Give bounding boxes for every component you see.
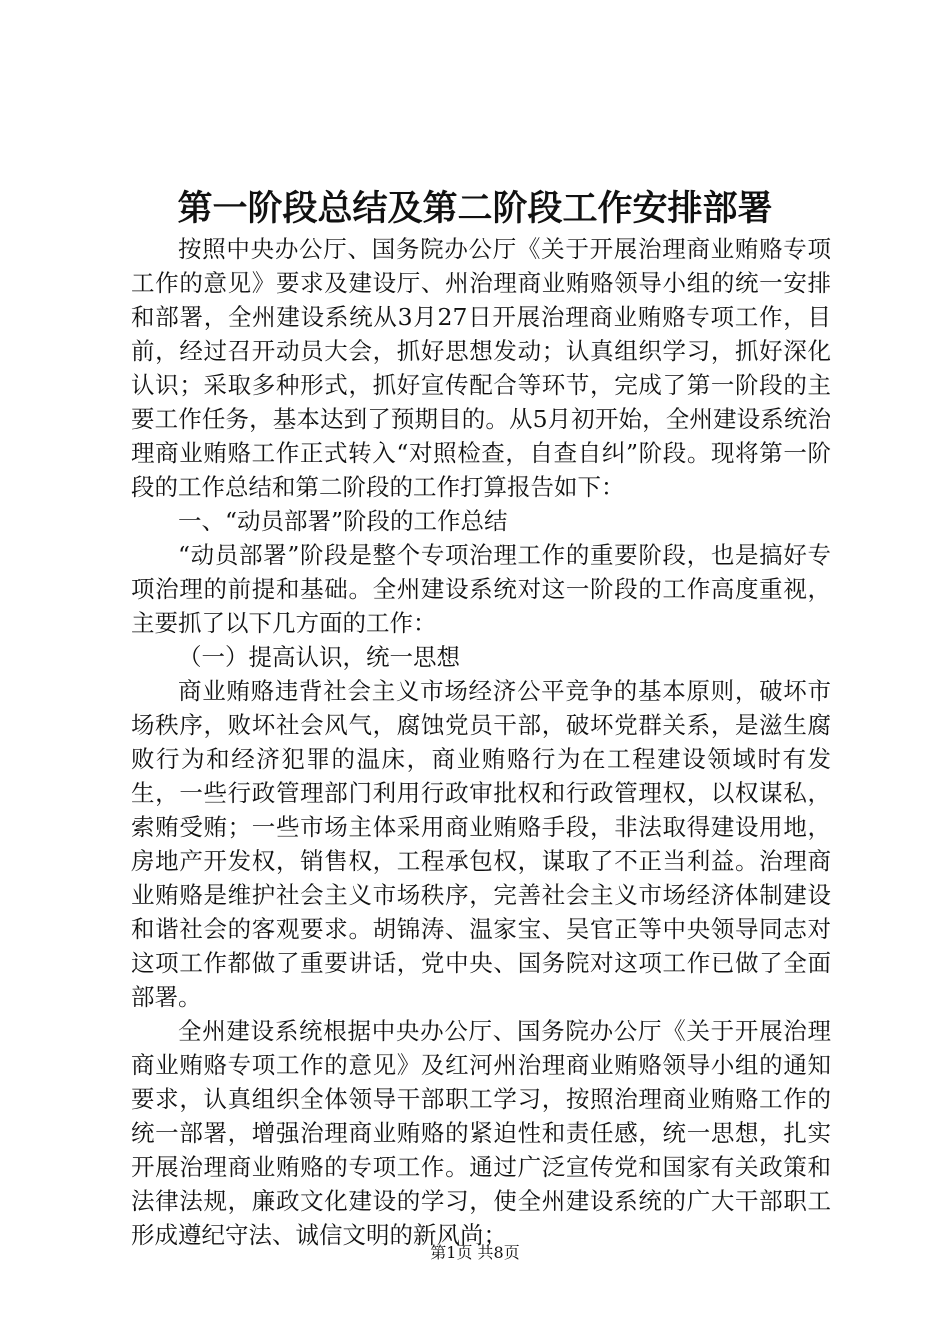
page-footer: 第1页 共8页: [430, 1243, 520, 1262]
subsection-1-paragraph-1: 商业贿赂违背社会主义市场经济公平竞争的基本原则，破坏市场秩序，败坏社会风气，腐蚀党员干部，破坏党群关系，是滋生腐败行为和经济犯罪的温床，商业贿赂行为在工程建设领域时有发生，一些行政管理部门利用行政审批权和行政管理权，以权谋私，索贿受贿；一些市场主体采用商业贿赂手段，非法取得建设用地，房地产开发权，销售权，工程承包权，谋取了不正当利益。治理商业贿赂是维护社会主义市场秩序，完善社会主义市场经济体制建设和谐社会的客观要求。胡锦涛、温家宝、吴官正等中央领导同志对这项工作都做了重要讲话，党中央、国务院对这项工作已做了全面部署。: [131, 677, 831, 1011]
section-1-paragraph: “动员部署”阶段是整个专项治理工作的重要阶段，也是搞好专项治理的前提和基础。全州建设系统对这一阶段的工作高度重视，主要抓了以下几方面的工作：: [131, 541, 831, 637]
document-title: 第一阶段总结及第二阶段工作安排部署: [177, 188, 773, 229]
section-heading-1: 一、“动员部署”阶段的工作总结: [178, 507, 508, 535]
intro-paragraph: 按照中央办公厅、国务院办公厅《关于开展治理商业贿赂专项工作的意见》要求及建设厅、州治理商业贿赂领导小组的统一安排和部署，全州建设系统从3月27日开展治理商业贿赂专项工作，目前，经过召开动员大会，抓好思想发动；认真组织学习，抓好深化认识；采取多种形式，抓好宣传配合等环节，完成了第一阶段的主要工作任务，基本达到了预期目的。从5月初开始，全州建设系统治理商业贿赂工作正式转入“对照检查，自查自纠”阶段。现将第一阶段的工作总结和第二阶段的工作打算报告如下：: [131, 235, 831, 501]
document-body: [131, 232, 831, 1252]
subsection-heading-1: （一）提高认识，统一思想: [178, 643, 460, 671]
subsection-1-paragraph-2: 全州建设系统根据中央办公厅、国务院办公厅《关于开展治理商业贿赂专项工作的意见》及红河州治理商业贿赂领导小组的通知要求，认真组织全体领导干部职工学习，按照治理商业贿赂工作的统一部署，增强治理商业贿赂的紧迫性和责任感，统一思想，扎实开展治理商业贿赂的专项工作。通过广泛宣传党和国家有关政策和法律法规，廉政文化建设的学习，使全州建设系统的广大干部职工形成遵纪守法、诚信文明的新风尚；: [131, 1017, 831, 1249]
